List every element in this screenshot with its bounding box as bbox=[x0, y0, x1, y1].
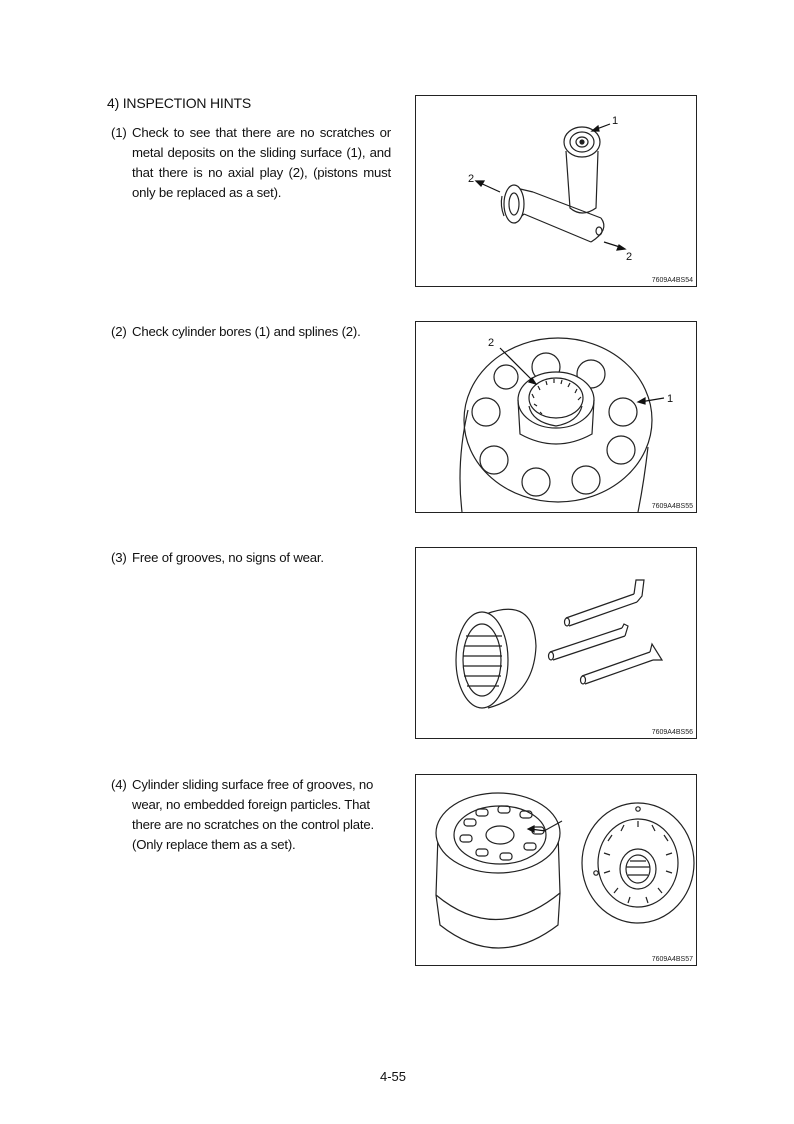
item-text: Cylinder sliding surface free of grooves, no wear, no embedded foreign particles. That there are no scratches on the control plate. (Only replace them as a set). bbox=[132, 777, 374, 852]
figure-code: 7609A4BS56 bbox=[651, 729, 693, 736]
item-text: Free of grooves, no signs of wear. bbox=[132, 550, 324, 565]
inspection-item-4 bbox=[111, 775, 391, 855]
figure-sliding-surface bbox=[415, 774, 697, 966]
item-number: (4) bbox=[111, 777, 127, 792]
page-number: 4-55 bbox=[380, 1069, 407, 1084]
figure-code: 7609A4BS54 bbox=[651, 277, 693, 284]
figure-code: 7609A4BS57 bbox=[651, 956, 693, 963]
callout-2b: 2 bbox=[626, 251, 633, 263]
item-text: Check to see that there are no scratches or metal deposits on the sliding surface (1), and that there is no axial play (2), (pistons must only be replaced as a set). bbox=[132, 125, 391, 200]
sliding-surface-illustration bbox=[416, 775, 698, 967]
item-number: (2) bbox=[111, 324, 127, 339]
item-number: (3) bbox=[111, 550, 127, 565]
piston-illustration bbox=[416, 96, 698, 288]
callout-1: 1 bbox=[667, 393, 674, 405]
figure-bushing-pins bbox=[415, 547, 697, 739]
inspection-item-3 bbox=[111, 548, 391, 568]
inspection-item-1 bbox=[111, 123, 391, 203]
item-number: (1) bbox=[111, 125, 127, 140]
figure-piston bbox=[415, 95, 697, 287]
callout-2: 2 bbox=[488, 337, 495, 349]
figure-code: 7609A4BS55 bbox=[651, 503, 693, 510]
bushing-illustration bbox=[416, 548, 698, 740]
section-heading: 4) INSPECTION HINTS bbox=[107, 95, 251, 111]
figure-cylinder-bores bbox=[415, 321, 697, 513]
callout-1: 1 bbox=[612, 115, 619, 127]
cylinder-illustration bbox=[416, 322, 698, 514]
callout-2: 2 bbox=[468, 173, 475, 185]
item-text: Check cylinder bores (1) and splines (2). bbox=[132, 324, 361, 339]
inspection-item-2 bbox=[111, 322, 391, 342]
